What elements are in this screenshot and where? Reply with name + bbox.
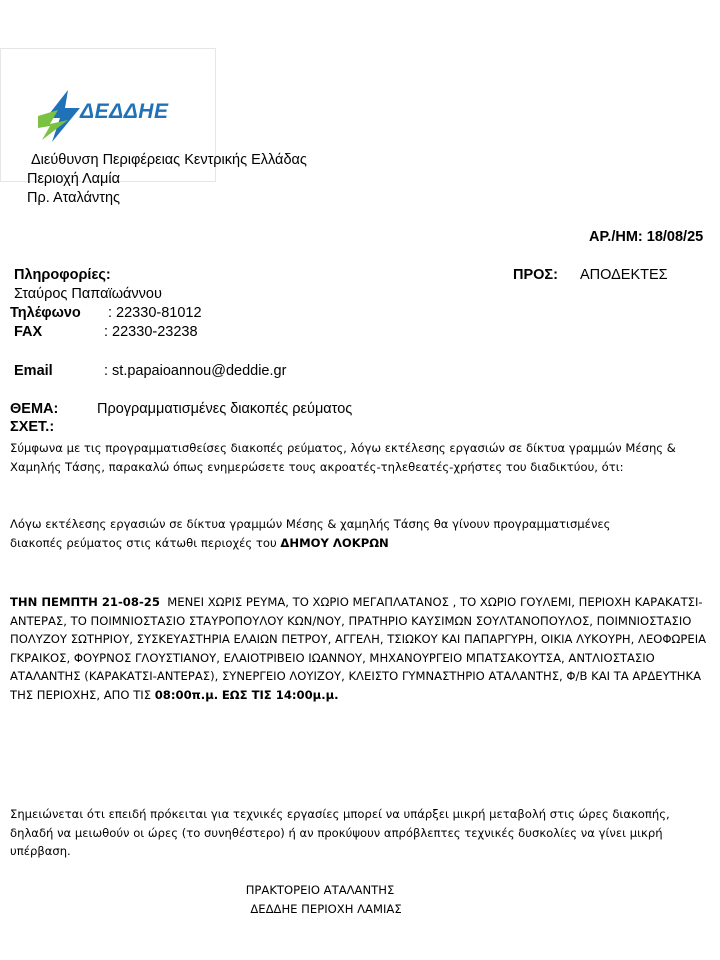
info-label: Πληροφορίες: bbox=[14, 267, 111, 283]
works-paragraph bbox=[10, 515, 650, 552]
email-value: : st.papaioannou@deddie.gr bbox=[104, 363, 287, 379]
fax-label: FAX bbox=[14, 324, 43, 340]
to-value: ΑΠΟΔΕΚΤΕΣ bbox=[580, 267, 668, 283]
signature-line-1: ΠΡΑΚΤΟΡΕΙΟ ΑΤΑΛΑΝΤΗΣ bbox=[245, 883, 395, 897]
phone-label: Τηλέφωνο bbox=[10, 305, 81, 321]
note-text: Σημειώνεται ότι επειδή πρόκειται για τεχνικές εργασίες μπορεί να υπάρξει μικρή μεταβολή στις ώρες διακοπής, δηλαδή να μειωθούν οι ώρες (το συνηθέστερο) ή αν προκύψουν απρόβλεπτες τεχνικές δυσκολίες να γίνει μικρή υπέρβαση. bbox=[10, 807, 670, 858]
logo-text: ΔΕΔΔΗΕ bbox=[80, 100, 169, 123]
reference-label: ΣΧΕΤ.: bbox=[10, 419, 55, 435]
fax-value: : 22330-23238 bbox=[104, 324, 198, 340]
header-directorate: Διεύθυνση Περιφέρειας Κεντρικής Ελλάδας bbox=[31, 152, 307, 168]
works-text-start: Λόγω εκτέλεσης εργασιών σε δίκτυα γραμμών Μέσης & χαμηλής Τάσης θα γίνουν προγραμματισμένες διακοπές ρεύματος στις κάτωθι περιοχές του bbox=[10, 517, 611, 550]
outage-text bbox=[10, 593, 710, 704]
phone-value: : 22330-81012 bbox=[108, 305, 202, 321]
outage-areas: ΜΕΝΕΙ ΧΩΡΙΣ ΡΕΥΜΑ, ΤΟ ΧΩΡΙΟ ΜΕΓΑΠΛΑΤΑΝΟΣ , ΤΟ ΧΩΡΙΟ ΓΟΥΛΕΜΙ, ΠΕΡΙΟΧΗ ΚΑΡΑΚΑΤΣΙ-ΑΝΤΕΡΑΣ, ΤΟ ΠΟΙΜΝΙΟΣΤΑΣΙΟ ΣΤΑΥΡΟΠΟΥΛΟΥ ΚΩΝ/ΝΟΥ, ΠΡΑΤΗΡΙΟ ΚΑΥΣΙΜΩΝ ΣΟΥΛΤΑΝΟΠΟΥΛΟΣ, ΠΟΙΜΝΙΟΣΤΑΣΙΟ ΠΟΛΥΖΟΥ ΣΩΤΗΡΙΟΥ, ΣΥΣΚΕΥΑΣΤΗΡΙΑ ΕΛΑΙΩΝ ΠΕΤΡΟΥ, ΑΓΓΕΛΗ, ΤΣΙΩΚΟΥ ΚΑΙ ΠΑΠΑΡΓΥΡΗ, ΟΙΚΙΑ ΛΥΚΟΥΡΗ, ΛΕΟΦΩΡΕΙΑ ΓΚΡΑΙΚΟΣ, ΦΟΥΡΝΟΣ ΓΛΟΥΣΤΙΑΝΟΥ, ΕΛΑΙΟΤΡΙΒΕΙΟ ΙΩΑΝΝΟΥ, ΜΗΧΑΝΟΥΡΓΕΙΟ ΜΠΑΤΣΑΚΟΥΤΣΑ, ΑΝΤΛΙΟΣΤΑΣΙΟ ΑΤΑΛΑΝΤΗΣ (ΚΑΡΑΚΑΤΣΙ-ΑΝΤΕΡΑΣ), ΣΥΝΕΡΓΕΙΟ ΛΟΥΙΖΟΥ, ΚΛΕΙΣΤΟ ΓΥΜΝΑΣΤΗΡΙΟ ΑΤΑΛΑΝΤΗΣ, Φ/Β ΚΑΙ ΤΑ ΑΡΔΕΥΤΗΚΑ ΤΗΣ ΠΕΡΙΟΧΗΣ, ΑΠΟ ΤΙΣ bbox=[10, 595, 707, 702]
signature-line-2: ΔΕΔΔΗΕ ΠΕΡΙΟΧΗ ΛΑΜΙΑΣ bbox=[250, 902, 402, 916]
outage-time-to: ΕΩΣ ΤΙΣ 14:00μ.μ. bbox=[221, 687, 339, 702]
info-person: Σταύρος Παπαϊωάννου bbox=[14, 286, 162, 302]
reference-number: ΑΡ./ΗΜ: 18/08/25 bbox=[589, 229, 704, 245]
works-text bbox=[10, 515, 650, 552]
outage-paragraph bbox=[10, 593, 710, 704]
intro-paragraph bbox=[10, 439, 710, 476]
header-area: Περιοχή Λαμία bbox=[27, 171, 121, 187]
outage-time-from: 08:00π.μ. bbox=[154, 687, 219, 702]
intro-text: Σύμφωνα με τις προγραμματισθείσες διακοπές ρεύματος, λόγω εκτέλεσης εργασιών σε δίκτυα γραμμών Μέσης & Χαμηλής Τάσης, παρακαλώ όπως ενημερώσετε τους ακροατές-τηλεθεατές-χρήστες του διαδικτύου, ότι: bbox=[10, 441, 676, 474]
subject-label: ΘΕΜΑ: bbox=[10, 401, 59, 417]
to-label: ΠΡΟΣ: bbox=[513, 267, 558, 283]
header-office: Πρ. Αταλάντης bbox=[27, 190, 120, 206]
email-label: Email bbox=[14, 363, 53, 379]
outage-day-date: ΤΗΝ ΠΕΜΠΤΗ 21-08-25 bbox=[10, 595, 160, 609]
municipality-name: ΔΗΜΟΥ ΛΟΚΡΩΝ bbox=[280, 535, 389, 550]
note-paragraph bbox=[10, 805, 710, 861]
subject-value: Προγραμματισμένες διακοπές ρεύματος bbox=[97, 401, 353, 417]
